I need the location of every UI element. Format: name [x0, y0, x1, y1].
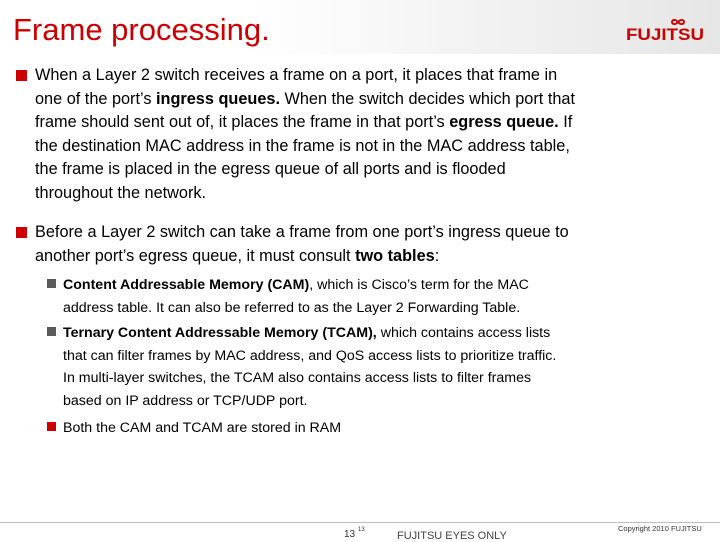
subbullet-cam	[47, 274, 712, 319]
square-subbullet-icon	[47, 327, 56, 336]
text-run: If	[558, 113, 573, 131]
bold-term: egress queue.	[449, 113, 559, 131]
text-run: , which is Cisco’s term for the MAC	[309, 277, 529, 293]
subbullet-text	[63, 322, 712, 412]
bullet-text	[35, 221, 706, 268]
bullet-two-tables	[16, 221, 706, 268]
text-run: address table. It can also be referred to as the Layer 2 Forwarding Table.	[63, 299, 521, 316]
text-run: Both the CAM and TCAM are stored in RAM	[63, 420, 342, 436]
fujitsu-infinity-icon	[672, 20, 684, 24]
text-run: the frame is placed in the egress queue of all ports and is flooded	[35, 160, 506, 178]
square-bullet-icon	[16, 70, 27, 81]
page-number: 13	[344, 529, 356, 540]
text-run: When the switch decides which port that	[279, 89, 575, 108]
text-run: which contains access lists	[376, 325, 551, 341]
text-line	[63, 274, 712, 297]
text-line	[35, 158, 706, 182]
bold-term: ingress queues.	[156, 89, 280, 108]
text-run: Before a Layer 2 switch can take a frame from one port’s ingress queue to	[35, 223, 569, 241]
text-run: another port’s egress queue, it must consult	[35, 246, 356, 265]
bullet-text	[35, 64, 706, 205]
text-run: one of the port’s	[35, 89, 156, 108]
text-line	[63, 322, 712, 345]
square-subbullet-icon	[47, 422, 56, 431]
bold-term: two tables	[355, 246, 435, 265]
page-title: Frame processing.	[13, 12, 270, 47]
subbullet-ram	[47, 417, 712, 440]
fujitsu-logo-text: FUJITSU	[626, 25, 704, 42]
text-line	[35, 135, 706, 159]
bullet-ingress-egress	[16, 64, 706, 205]
text-run: based on IP address or TCP/UDP port.	[63, 392, 308, 409]
text-line	[63, 390, 712, 413]
page-number-superscript: 13	[358, 527, 365, 533]
text-line	[63, 417, 712, 440]
text-line	[35, 64, 706, 88]
subbullet-text	[63, 274, 712, 319]
subbullet-text	[63, 417, 712, 440]
text-run: throughout the network.	[35, 183, 207, 202]
bold-term: Ternary Content Addressable Memory (TCAM),	[63, 325, 377, 341]
text-run: In multi-layer switches, the TCAM also contains access lists to filter frames	[63, 370, 532, 386]
text-line	[63, 297, 712, 320]
footer-divider	[0, 522, 720, 523]
text-run: that can filter frames by MAC address, and QoS access lists to prioritize traffic.	[63, 347, 557, 364]
square-subbullet-icon	[47, 279, 56, 288]
text-run: :	[434, 246, 440, 265]
square-bullet-icon	[16, 227, 27, 238]
bold-term: Content Addressable Memory (CAM)	[63, 277, 310, 293]
text-line	[35, 221, 706, 245]
text-run: When a Layer 2 switch receives a frame on a port, it places that frame in	[35, 66, 558, 84]
classification-label: FUJITSU EYES ONLY	[397, 530, 507, 542]
text-run: frame should sent out of, it places the frame in that port’s	[35, 113, 450, 131]
fujitsu-logo	[625, 18, 705, 42]
text-line	[63, 345, 712, 368]
text-line	[35, 245, 706, 269]
text-line	[35, 182, 706, 206]
text-run: the destination MAC address in the frame is not in the MAC address table,	[35, 136, 570, 155]
subbullet-tcam	[47, 322, 712, 412]
copyright-notice: Copyright 2010 FUJITSU	[618, 524, 702, 533]
text-line	[35, 111, 706, 135]
text-line	[35, 88, 706, 112]
text-line	[63, 367, 712, 390]
